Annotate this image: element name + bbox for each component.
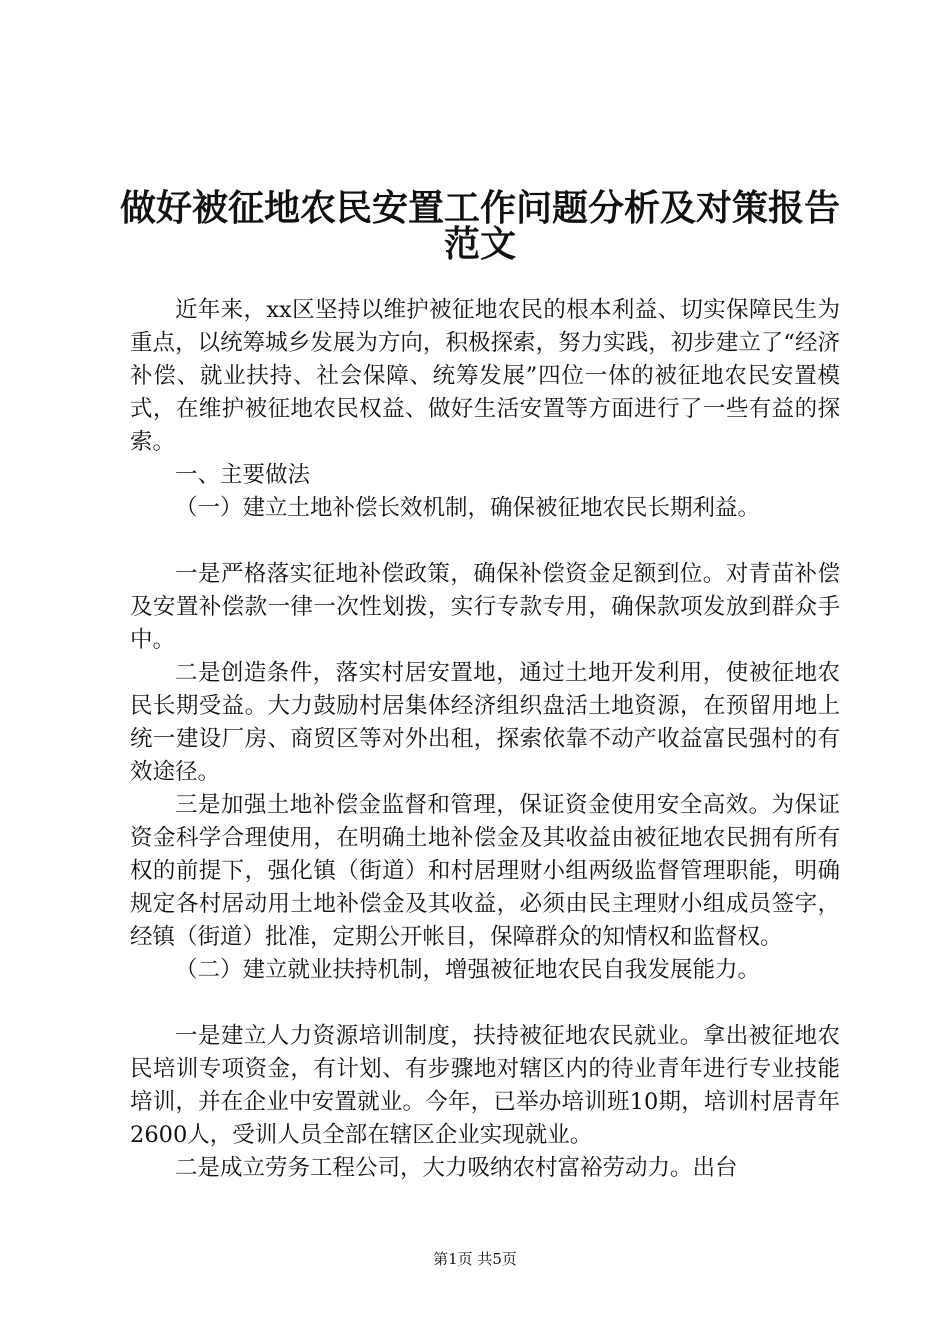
paragraph: 一是建立人力资源培训制度，扶持被征地农民就业。拿出被征地农民培训专项资金，有计划、有步骤地对辖区内的待业青年进行专业技能培训，并在企业中安置就业。今年，已举办培训班10期，培训村居青年2600人，受训人员全部在辖区企业实现就业。 [130, 1023, 840, 1148]
paragraph: 近年来，xx区坚持以维护被征地农民的根本利益、切实保障民生为重点，以统筹城乡发展为方向，积极探索，努力实践，初步建立了“经济补偿、就业扶持、社会保障、统筹发展”四位一体的被征地农民安置模式，在维护被征地农民权益、做好生活安置等方面进行了一些有益的探索。 [130, 297, 840, 455]
page-footer: 第1页 共5页 [433, 1250, 517, 1268]
document-body [130, 294, 840, 1185]
subsection-heading: （二）建立就业扶持机制，增强被征地农民自我发展能力。 [175, 957, 761, 983]
section-heading: 一、主要做法 [175, 462, 311, 488]
paragraph: 一是严格落实征地补偿政策，确保补偿资金足额到位。对青苗补偿及安置补偿款一律一次性划拨，实行专款专用，确保款项发放到群众手中。 [130, 561, 840, 653]
paragraph: 二是创造条件，落实村居安置地，通过土地开发利用，使被征地农民长期受益。大力鼓励村居集体经济组织盘活土地资源，在预留用地上统一建设厂房、商贸区等对外出租，探索依靠不动产收益富民强村的有效途径。 [130, 660, 840, 785]
paragraph: 三是加强土地补偿金监督和管理，保证资金使用安全高效。为保证资金科学合理使用，在明确土地补偿金及其收益由被征地农民拥有所有权的前提下，强化镇（街道）和村居理财小组两级监督管理职能，明确规定各村居动用土地补偿金及其收益，必须由民主理财小组成员签字，经镇（街道）批准，定期公开帐目，保障群众的知情权和监督权。 [130, 792, 840, 950]
document-title-line1: 做好被征地农民安置工作问题分析及对策报告 [120, 187, 841, 229]
paragraph: 二是成立劳务工程公司，大力吸纳农村富裕劳动力。出台 [175, 1155, 738, 1181]
subsection-heading: （一）建立土地补偿长效机制，确保被征地农民长期利益。 [175, 495, 761, 521]
document-title-line2: 范文 [443, 223, 516, 265]
